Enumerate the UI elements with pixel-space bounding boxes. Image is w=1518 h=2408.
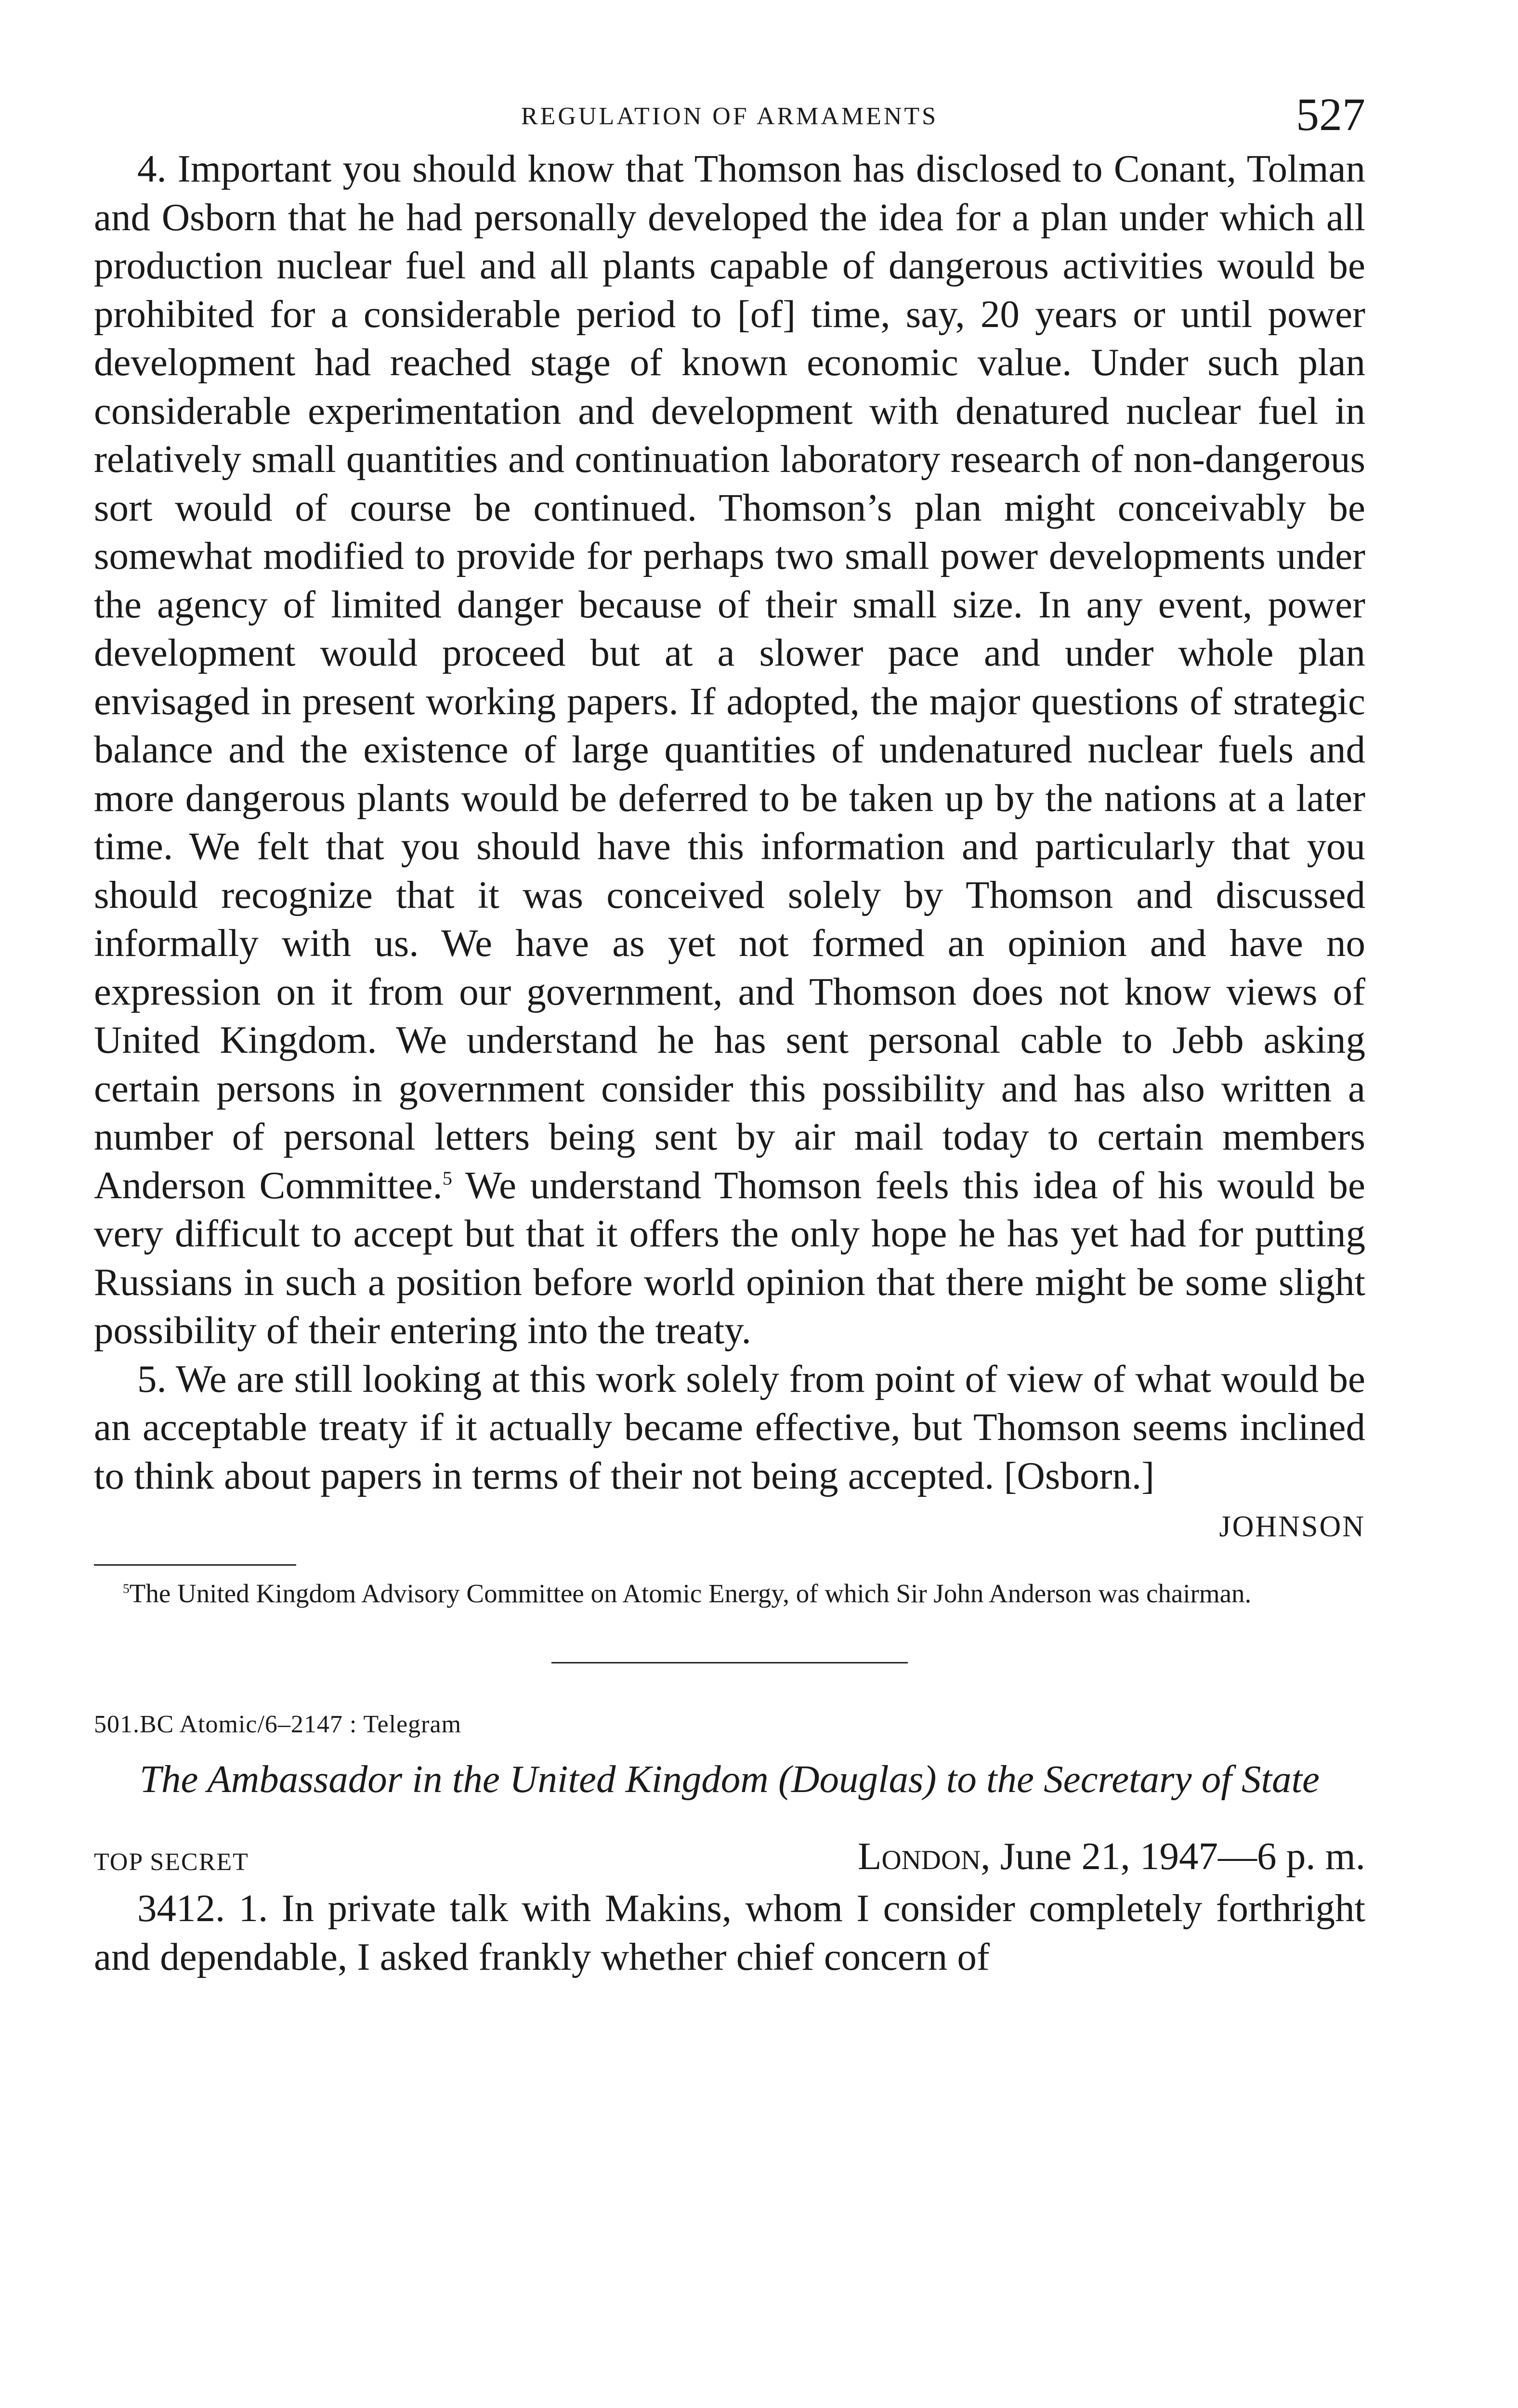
document-page — [94, 87, 1365, 1981]
running-header — [94, 87, 1365, 144]
document-heading: The Ambassador in the United Kingdom (Douglas) to the Secretary of State — [139, 1757, 1320, 1801]
signature: JOHNSON — [1219, 1510, 1365, 1543]
classification: TOP SECRET — [94, 1848, 249, 1876]
section-divider — [551, 1662, 908, 1663]
dateline-date: June 21, 1947—6 p. m. — [990, 1834, 1365, 1878]
footnote — [94, 1578, 1365, 1609]
footnote-reference: 5 — [442, 1167, 452, 1189]
running-title: REGULATION OF ARMAMENTS — [521, 103, 939, 130]
paragraph-4-text-end: We understand Thomson feels this idea of his would be very difficult to accept but that it offers the only hope he has yet had for putting Russians in such a position before world opinion that there might be some slight possibility of their entering into the treaty. — [94, 1163, 1365, 1352]
footnote-text: The United Kingdom Advisory Committee on Atomic Energy, of which Sir John Anderson was chairman. — [129, 1579, 1252, 1608]
telegram-body — [94, 1884, 1365, 1981]
paragraph-4-text: 4. Important you should know that Thomson has disclosed to Conant, Tolman and Osborn that he had personally developed the idea for a plan under which all production nuclear fuel and all plants capable of dangerous activities would be prohibited for a considerable period to [of] time, say, 20 years or until power development had reached stage of known economic value. Under such plan considerable experimentation and development with denatured nuclear fuel in relatively small quantities and continuation laboratory research of non-dangerous sort would of course be continued. Thomson’s plan might conceivably be somewhat modified to provide for perhaps two small power developments under the agency of limited danger because of their small size. In any event, power development would proceed but at a slower pace and under whole plan envisaged in present working papers. If adopted, the major questions of strategic balance and the existence of large quantities of undenatured nuclear fuels and more dangerous plants would be deferred to be taken up by the nations at a later time. We felt that you should have this information and particularly that you should recognize that it was conceived solely by Thomson and discussed informally with us. We have as yet not formed an opinion and have no expression on it from our government, and Thomson does not know views of United Kingdom. We understand he has sent personal cable to Jebb asking certain persons in government consider this possibility and has also written a number of personal letters being sent by air mail today to certain members Anderson Committee. — [94, 147, 1365, 1207]
dateline-row — [94, 1832, 1365, 1880]
dateline — [858, 1832, 1365, 1880]
file-reference: 501.BC Atomic/6–2147 : Telegram — [94, 1711, 462, 1738]
telegram-opening: 3412. 1. In private talk with Makins, whom I consider completely forthright and dependable, I asked frankly whether chief concern of — [94, 1886, 1365, 1978]
letter-body — [94, 144, 1365, 1551]
paragraph-5: 5. We are still looking at this work solely from point of view of what would be an acceptable treaty if it actually became effective, but Thomson seems inclined to think about papers in terms of their not being accepted. [Osborn.] — [94, 1357, 1365, 1497]
dateline-place: London, — [857, 1834, 991, 1878]
footnote-marker: 5 — [123, 1581, 130, 1596]
footnote-divider — [94, 1564, 296, 1566]
page-number: 527 — [1296, 89, 1365, 140]
paragraph-4 — [94, 144, 1365, 1355]
